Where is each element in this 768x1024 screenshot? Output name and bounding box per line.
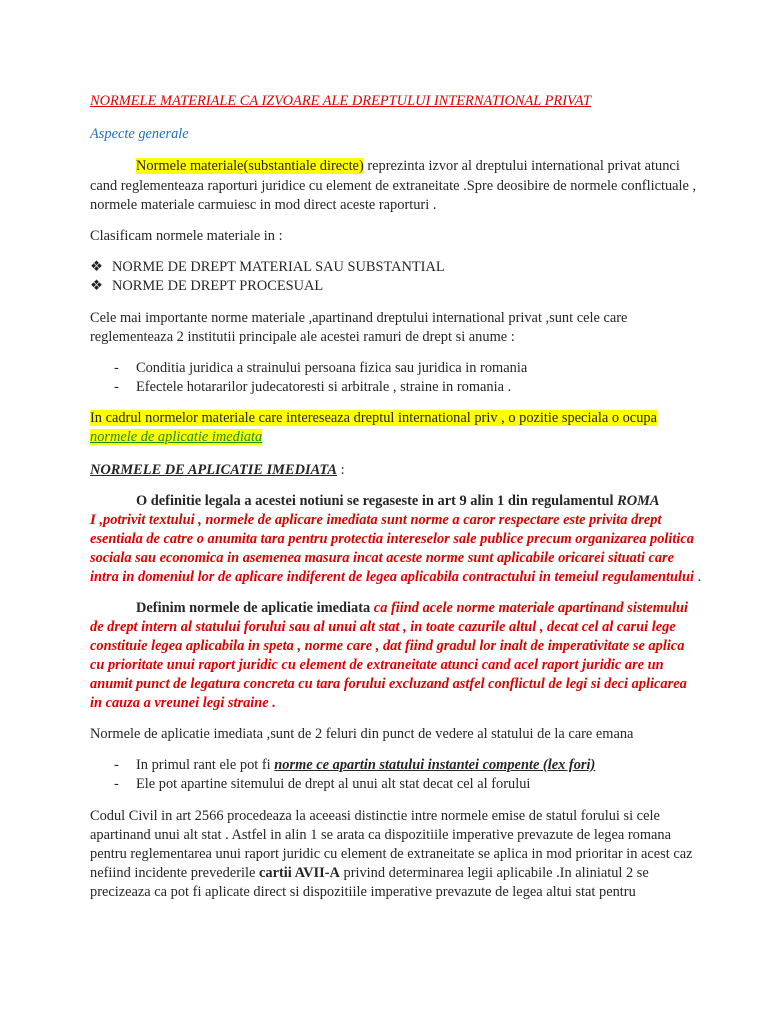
dash-bullet: - bbox=[114, 757, 119, 773]
dash-item-2: Efectele hotararilor judecatoresti si arbitrale , straine in romania . bbox=[136, 379, 512, 395]
diamond-item-2: NORME DE DREPT PROCESUAL bbox=[112, 278, 324, 294]
diamond-item-1: NORME DE DREPT MATERIAL SAU SUBSTANTIAL bbox=[112, 259, 445, 275]
text-span: : bbox=[336, 462, 345, 478]
text-span: privind determinarea legii aplicabile .In aliniatul 2 se bbox=[339, 865, 649, 881]
diamond-bullet-icon: ❖ bbox=[90, 259, 103, 275]
document-title: NORMELE MATERIALE CA IZVOARE ALE DREPTULUI INTERNATIONAL PRIVAT bbox=[90, 93, 591, 109]
text-span: cartii AVII-A bbox=[259, 865, 340, 881]
paragraph-4-line-3: esentiala de catre o anumita tara pentru protectia intereselor sale publice precum organizarea politica bbox=[90, 531, 694, 547]
paragraph-7-line-4 bbox=[90, 864, 690, 883]
paragraph-7-line-1: Codul Civil in art 2566 procedeaza la aceeasi distinctie intre normele emise de statul forului si cele bbox=[90, 808, 660, 824]
dash-bullet: - bbox=[114, 776, 119, 792]
highlighted-text: In cadrul normelor materiale care intereseaza dreptul international priv , o pozitie speciala o ocupa bbox=[90, 410, 657, 426]
paragraph-1-line-3: normele materiale carmuiesc in mod direct aceste raporturi . bbox=[90, 197, 437, 213]
paragraph-5-line-1 bbox=[136, 599, 736, 618]
paragraph-5-line-6: in cauza a vreunei legi straine . bbox=[90, 695, 276, 711]
text-span: O definitie legala a acestei notiuni se regaseste in art 9 alin 1 din regulamentul bbox=[136, 493, 618, 509]
paragraph-4-line-4: sociala sau economica in asemenea masura incat aceste norme sunt aplicabile oricarei situati care bbox=[90, 550, 675, 566]
highlighted-term: Normele materiale(substantiale directe) bbox=[136, 158, 364, 174]
highlighted-link-text: normele de aplicatie imediata bbox=[90, 429, 263, 445]
text-span: reprezinta izvor al dreptului international privat atunci bbox=[363, 158, 680, 174]
paragraph-1-line-2: cand reglementeaza raporturi juridice cu element de extraneitate .Spre deosibire de normele conflictuale , bbox=[90, 178, 697, 194]
paragraph-2-line-2: reglementeaza 2 institutii principale ale acestei ramuri de drept si anume : bbox=[90, 329, 515, 345]
section-heading bbox=[90, 461, 690, 480]
paragraph-4-line-5 bbox=[90, 568, 702, 587]
paragraph-5-line-3: constituie legea aplicabila in speta , norme care , dat fiind gradul lor inalt de imperativitate se aplica bbox=[90, 638, 685, 654]
emphasized-text: norme ce apartin statului instantei compente (lex fori) bbox=[274, 757, 596, 773]
paragraph-7-line-2: apartinand unui alt stat . Astfel in alin 1 se arata ca dispozitiile imperative prevazute de legea romana bbox=[90, 827, 671, 843]
dash-bullet: - bbox=[114, 379, 119, 395]
text-span: In primul rant ele pot fi bbox=[136, 757, 275, 773]
paragraph-3-line-2 bbox=[90, 428, 690, 447]
paragraph-1-line-1 bbox=[136, 157, 736, 176]
text-span: ca fiind acele norme materiale apartinand sistemului bbox=[370, 600, 689, 616]
text-span: I bbox=[90, 512, 96, 528]
paragraph-2-line-1: Cele mai importante norme materiale ,apartinand dreptului international privat ,sunt cele care bbox=[90, 310, 628, 326]
dash-bullet: - bbox=[114, 360, 119, 376]
paragraph-4-line-1 bbox=[136, 492, 736, 511]
dash-item-1: Conditia juridica a strainului persoana fizica sau juridica in romania bbox=[136, 360, 528, 376]
paragraph-5-line-2: de drept intern al statului forului sau al unui alt stat , in toate cazurile altul , decat cel al carui lege bbox=[90, 619, 676, 635]
text-span: nefiind incidente prevederile bbox=[90, 865, 260, 881]
paragraph-5-line-5: anumit punct de legatura concreta cu tara forului excluzand astfel conflictul de legi si deci aplicarea bbox=[90, 676, 687, 692]
section-heading-text: NORMELE DE APLICATIE IMEDIATA bbox=[90, 462, 337, 478]
section-subtitle: Aspecte generale bbox=[90, 126, 189, 142]
paragraph-7-line-3: pentru reglementarea unui raport juridic cu element de extraneitate se aplica in mod prioritar in acest caz bbox=[90, 846, 693, 862]
paragraph-7-line-5: precizeaza ca pot fi aplicate direct si dispozitiile imperative prevazute de legea altui stat pentru bbox=[90, 884, 636, 900]
paragraph-5-line-4: cu prioritate unui raport juridic cu element de extraneitate atunci cand acel raport juridic are un bbox=[90, 657, 664, 673]
paragraph-3-line-1 bbox=[90, 409, 690, 428]
text-span: ROMA bbox=[617, 493, 660, 509]
text-span: . bbox=[694, 569, 702, 585]
text-span: Definim normele de aplicatie imediata bbox=[136, 600, 371, 616]
paragraph-6: Normele de aplicatie imediata ,sunt de 2 feluri din punct de vedere al statului de la care emana bbox=[90, 726, 634, 742]
dash-item-4: Ele pot apartine sitemului de drept al unui alt stat decat cel al forului bbox=[136, 776, 531, 792]
diamond-bullet-icon: ❖ bbox=[90, 278, 103, 294]
classify-line: Clasificam normele materiale in : bbox=[90, 228, 283, 244]
text-span: ,potrivit textului , normele de aplicare imediata sunt norme a caror respectare este privita drept bbox=[95, 512, 662, 528]
text-span: intra in domeniul lor de aplicare indiferent de legea aplicabila contractului in temeiul regulamentului bbox=[90, 569, 695, 585]
paragraph-4-line-2 bbox=[90, 511, 690, 530]
dash-item-3 bbox=[136, 756, 736, 775]
